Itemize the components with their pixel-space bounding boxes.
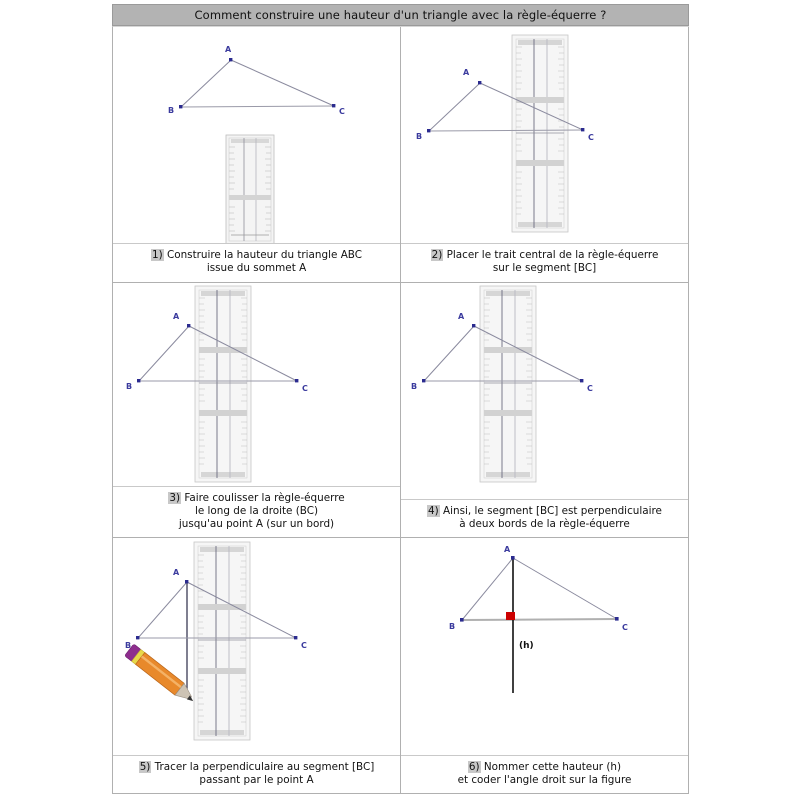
side-bc: [181, 106, 334, 107]
caption-step-2: [401, 243, 688, 281]
caption-text: Tracer la perpendiculaire au segment [BC]: [154, 760, 375, 773]
diagram-step-6: [401, 538, 688, 754]
vertex-label-b: B: [168, 106, 175, 115]
figure-step-2: [401, 27, 688, 243]
step-number: 2): [431, 249, 443, 262]
vertex-label-c: C: [339, 107, 345, 116]
step-panel-4: [401, 283, 689, 539]
vertex-point-a: [472, 324, 475, 327]
pencil-body: [136, 653, 185, 696]
vertex-label-b: B: [449, 622, 456, 632]
vertex-point-a: [511, 556, 515, 560]
vertex-point-a: [187, 324, 190, 327]
caption-line: à deux bords de la règle-équerre: [459, 518, 630, 531]
vertex-point-a: [478, 81, 481, 84]
ruler-square: [512, 35, 568, 232]
caption-text: Construire la hauteur du triangle ABC: [166, 249, 363, 262]
caption-line: [117, 492, 396, 505]
vertex-label-c: C: [302, 383, 308, 393]
caption-text: Nommer cette hauteur (h): [483, 760, 622, 773]
caption-line: et coder l'angle droit sur la figure: [457, 773, 632, 786]
vertex-point-c: [615, 617, 619, 621]
vertex-label-a: A: [225, 45, 232, 54]
vertex-point-a: [229, 58, 232, 61]
caption-step-1: [113, 243, 400, 281]
caption-text: Placer le trait central de la règle-équerre: [446, 249, 659, 262]
caption-line: passant par le point A: [199, 773, 314, 786]
caption-step-6: [401, 755, 688, 793]
vertex-point-b: [137, 379, 140, 382]
figure-step-5: [113, 538, 400, 754]
step-panel-1: [113, 27, 401, 283]
side-ac: [231, 60, 334, 106]
vertex-point-b: [179, 105, 182, 108]
vertex-point-a: [185, 580, 188, 583]
caption-line: jusqu'au point A (sur un bord): [178, 518, 335, 531]
page-title: Comment construire une hauteur d'un triangle avec la règle-équerre ?: [194, 8, 607, 22]
step-panel-2: [401, 27, 689, 283]
steps-grid: [112, 26, 689, 794]
caption-line: sur le segment [BC]: [492, 262, 597, 275]
ruler-square: [480, 286, 536, 482]
vertex-point-b: [460, 618, 464, 622]
caption-step-3: [113, 486, 400, 538]
ruler-square: [195, 286, 251, 482]
diagram-step-2: [401, 27, 688, 243]
vertex-point-c: [295, 379, 298, 382]
vertex-point-b: [422, 379, 425, 382]
diagram-step-3: [113, 283, 400, 486]
side-bc: [462, 619, 617, 620]
caption-line: issue du sommet A: [206, 262, 307, 275]
side-ab: [429, 83, 480, 131]
caption-line: le long de la droite (BC): [194, 504, 319, 517]
caption-line: [405, 505, 684, 518]
caption-line: [117, 249, 396, 262]
caption-text: Faire coulisser la règle-équerre: [184, 491, 345, 504]
step-number: 5): [139, 760, 151, 773]
figure-step-1: [113, 27, 400, 243]
worksheet-title-bar: [112, 4, 689, 26]
step-panel-5: [113, 538, 401, 794]
step-number: 1): [151, 249, 163, 262]
figure-step-3: [113, 283, 400, 486]
ruler-square: [194, 542, 250, 740]
vertex-label-a: A: [463, 68, 470, 77]
step-panel-3: [113, 283, 401, 539]
step-number: 3): [169, 491, 180, 504]
diagram-step-5: [113, 538, 400, 754]
caption-line: [405, 761, 684, 774]
caption-step-5: [113, 755, 400, 793]
vertex-label-c: C: [301, 641, 307, 651]
side-ac: [513, 558, 617, 619]
vertex-label-c: C: [588, 133, 594, 142]
worksheet: [112, 4, 689, 796]
side-ab: [462, 558, 513, 620]
diagram-step-1: [113, 27, 400, 243]
caption-step-4: [401, 499, 688, 537]
step-number: 6): [468, 760, 480, 773]
height-label: (h): [519, 641, 534, 652]
side-ab: [138, 582, 187, 638]
vertex-point-c: [581, 128, 584, 131]
vertex-point-b: [427, 129, 430, 132]
side-ab: [181, 60, 231, 107]
caption-line: [117, 761, 396, 774]
vertex-label-b: B: [126, 381, 133, 391]
vertex-label-b: B: [411, 381, 418, 391]
figure-step-6: [401, 538, 688, 754]
vertex-point-b: [136, 636, 139, 639]
vertex-label-a: A: [504, 545, 511, 555]
caption-line: [405, 249, 684, 262]
vertex-label-c: C: [622, 623, 628, 633]
vertex-point-c: [332, 104, 335, 107]
vertex-point-c: [580, 379, 583, 382]
ruler-square: [226, 135, 274, 243]
side-ab: [139, 326, 189, 381]
caption-text: Ainsi, le segment [BC] est perpendiculaire: [443, 504, 662, 517]
step-panel-6: [401, 538, 689, 794]
vertex-label-b: B: [125, 641, 132, 651]
vertex-label-b: B: [416, 132, 423, 141]
vertex-label-a: A: [173, 568, 180, 578]
figure-step-4: [401, 283, 688, 499]
vertex-label-a: A: [173, 311, 180, 321]
vertex-label-a: A: [458, 311, 465, 321]
right-angle-marker: [506, 612, 515, 620]
vertex-label-c: C: [587, 383, 593, 393]
vertex-point-c: [294, 636, 297, 639]
side-ab: [424, 326, 474, 381]
diagram-step-4: [401, 283, 688, 489]
step-number: 4): [428, 504, 439, 517]
